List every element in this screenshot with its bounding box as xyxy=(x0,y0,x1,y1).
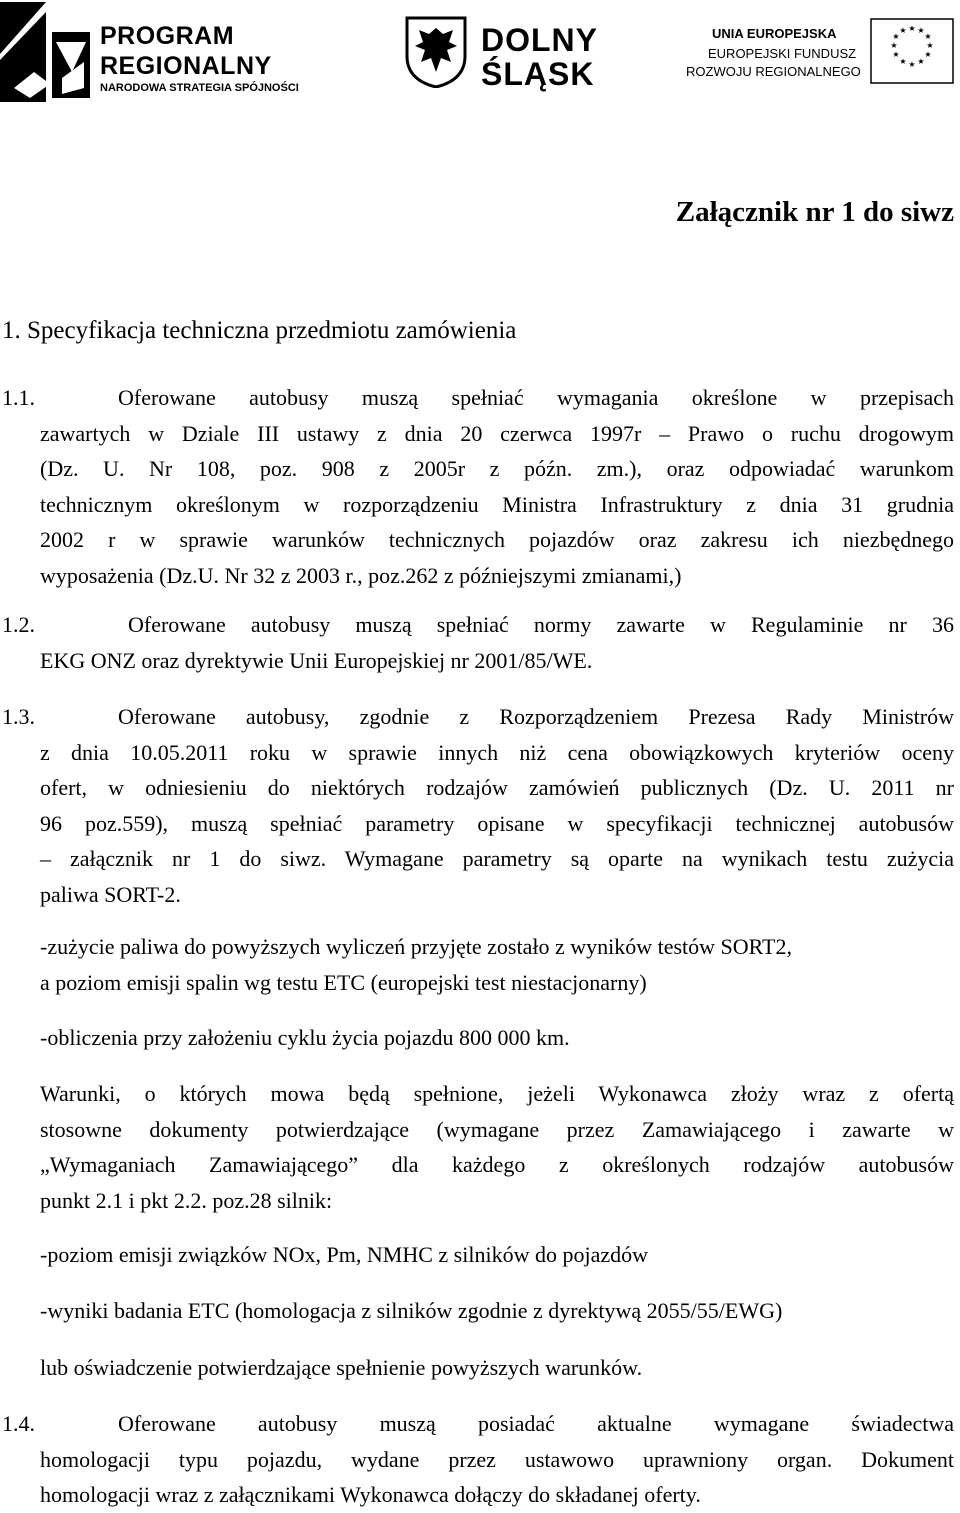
item-1-3-last-line: paliwa SORT-2. xyxy=(40,881,181,907)
item-1-3-line: – załącznik nr 1 do siwz. Wymagane parametry są oparte na wynikach testu zużycia xyxy=(40,846,954,871)
fuel-line-1: -zużycie paliwa do powyższych wyliczeń przyjęte zostało z wyników testów SORT2, xyxy=(40,934,792,959)
fuel-line-2: a poziom emisji spalin wg testu ETC (europejski test niestacjonarny) xyxy=(40,969,647,995)
program-logo-emblem-icon xyxy=(0,2,92,102)
item-1-4-first-line: Oferowane autobusy muszą posiadać aktualne wymagane świadectwa xyxy=(118,1411,954,1436)
item-1-3-line: ofert, w odniesieniu do niektórych rodzajów zamówień publicznych (Dz. U. 2011 nr xyxy=(40,775,954,800)
eu-logo-line1: UNIA EUROPEJSKA xyxy=(712,26,837,41)
item-number-1-1: 1.1. xyxy=(2,385,35,410)
item-1-1-line: technicznym określonym w rozporządzeniu Ministra Infrastruktury z dnia 31 grudnia xyxy=(40,491,954,517)
item-1-4-body xyxy=(40,1442,954,1513)
item-1-4-last-line: homologacji wraz z załącznikami Wykonawca dołączy do składanej oferty. xyxy=(40,1482,701,1507)
item-1-1-first-line: Oferowane autobusy muszą spełniać wymagania określone w przepisach xyxy=(118,385,954,410)
eu-logo-line3: ROZWOJU REGIONALNEGO xyxy=(686,64,861,79)
item-number-1-4: 1.4. xyxy=(2,1411,35,1436)
svg-text:★: ★ xyxy=(892,50,900,59)
item-1-3-line: 96 poz.559), muszą spełniać parametry opisane w specyfikacji technicznej autobusów xyxy=(40,810,954,836)
eu-logo xyxy=(680,18,955,98)
eu-flag-icon xyxy=(870,18,954,84)
svg-text:★: ★ xyxy=(924,50,932,59)
svg-text:★: ★ xyxy=(908,60,916,69)
item-1-1-line: (Dz. U. Nr 108, poz. 908 z 2005r z późn. zm.), oraz odpowiadać warunkom xyxy=(40,456,954,481)
region-logo-line1: DOLNY xyxy=(481,22,598,58)
eu-logo-line2: EUROPEJSKI FUNDUSZ xyxy=(708,46,857,61)
item-1-1-last-line: wyposażenia (Dz.U. Nr 32 z 2003 r., poz.262 z późniejszymi zmianami,) xyxy=(40,562,682,588)
conditions-line: „Wymaganiach Zamawiającego” dla każdego z określonych rodzajów autobusów xyxy=(40,1152,954,1177)
item-1-3-body xyxy=(40,735,954,913)
svg-text:★: ★ xyxy=(917,57,925,66)
conditions-line: Warunki, o których mowa będą spełnione, jeżeli Wykonawca złoży wraz z ofertą xyxy=(40,1081,954,1106)
svg-text:★: ★ xyxy=(926,41,934,50)
conditions-last-line: punkt 2.1 i pkt 2.2. poz.28 silnik: xyxy=(40,1187,333,1213)
svg-text:★: ★ xyxy=(924,32,932,41)
program-regionalny-logo xyxy=(0,0,330,105)
conditions-paragraph xyxy=(40,1076,954,1218)
section-heading: 1. Specyfikacja techniczna przedmiotu zamówienia xyxy=(2,317,517,344)
annex-title: Załącznik nr 1 do siwz xyxy=(675,196,954,228)
program-logo-line2: REGIONALNY xyxy=(100,52,272,80)
item-1-3-first-line: Oferowane autobusy, zgodnie z Rozporządzeniem Prezesa Rady Ministrów xyxy=(118,704,954,729)
item-number-1-2: 1.2. xyxy=(2,612,35,637)
item-1-1-body xyxy=(40,416,954,594)
svg-text:★: ★ xyxy=(908,24,916,33)
region-logo-line2: ŚLĄSK xyxy=(481,56,595,92)
item-1-2-first-line: Oferowane autobusy muszą spełniać normy zawarte w Regulaminie nr 36 xyxy=(128,612,954,637)
item-1-2-last-line: EKG ONZ oraz dyrektywie Unii Europejskiej nr 2001/85/WE. xyxy=(40,647,593,673)
program-logo-line1: PROGRAM xyxy=(100,22,235,50)
statement-line: lub oświadczenie potwierdzające spełnienie powyższych warunków. xyxy=(40,1355,643,1380)
item-1-3-line: z dnia 10.05.2011 roku w sprawie innych niż cena obowiązkowych kryteriów oceny xyxy=(40,739,954,765)
fuel-paragraph xyxy=(40,929,954,1000)
svg-text:★: ★ xyxy=(917,26,925,35)
item-number-1-3: 1.3. xyxy=(2,704,35,729)
etc-line: -wyniki badania ETC (homologacja z silników zgodnie z dyrektywą 2055/55/EWG) xyxy=(40,1298,783,1323)
program-logo-line3: NARODOWA STRATEGIA SPÓJNOŚCI xyxy=(100,82,299,94)
eagle-coat-of-arms-icon xyxy=(405,16,467,88)
item-1-1-line: zawartych w Dziale III ustawy z dnia 20 czerwca 1997r – Prawo o ruchu drogowym xyxy=(40,420,954,446)
svg-text:★: ★ xyxy=(890,41,898,50)
lifecycle-line: -obliczenia przy założeniu cyklu życia pojazdu 800 000 km. xyxy=(40,1025,570,1050)
emission-line: -poziom emisji związków NOx, Pm, NMHC z silników do pojazdów xyxy=(40,1242,648,1267)
svg-text:★: ★ xyxy=(899,57,907,66)
dolny-slask-logo xyxy=(405,12,605,92)
svg-text:★: ★ xyxy=(892,32,900,41)
item-1-4-line: homologacji typu pojazdu, wydane przez ustawowo uprawniony organ. Dokument xyxy=(40,1446,954,1472)
item-1-1-line: 2002 r w sprawie warunków technicznych pojazdów oraz zakresu ich niezbędnego xyxy=(40,527,954,552)
conditions-line: stosowne dokumenty potwierdzające (wymagane przez Zamawiającego i zawarte w xyxy=(40,1116,954,1142)
svg-text:★: ★ xyxy=(899,26,907,35)
